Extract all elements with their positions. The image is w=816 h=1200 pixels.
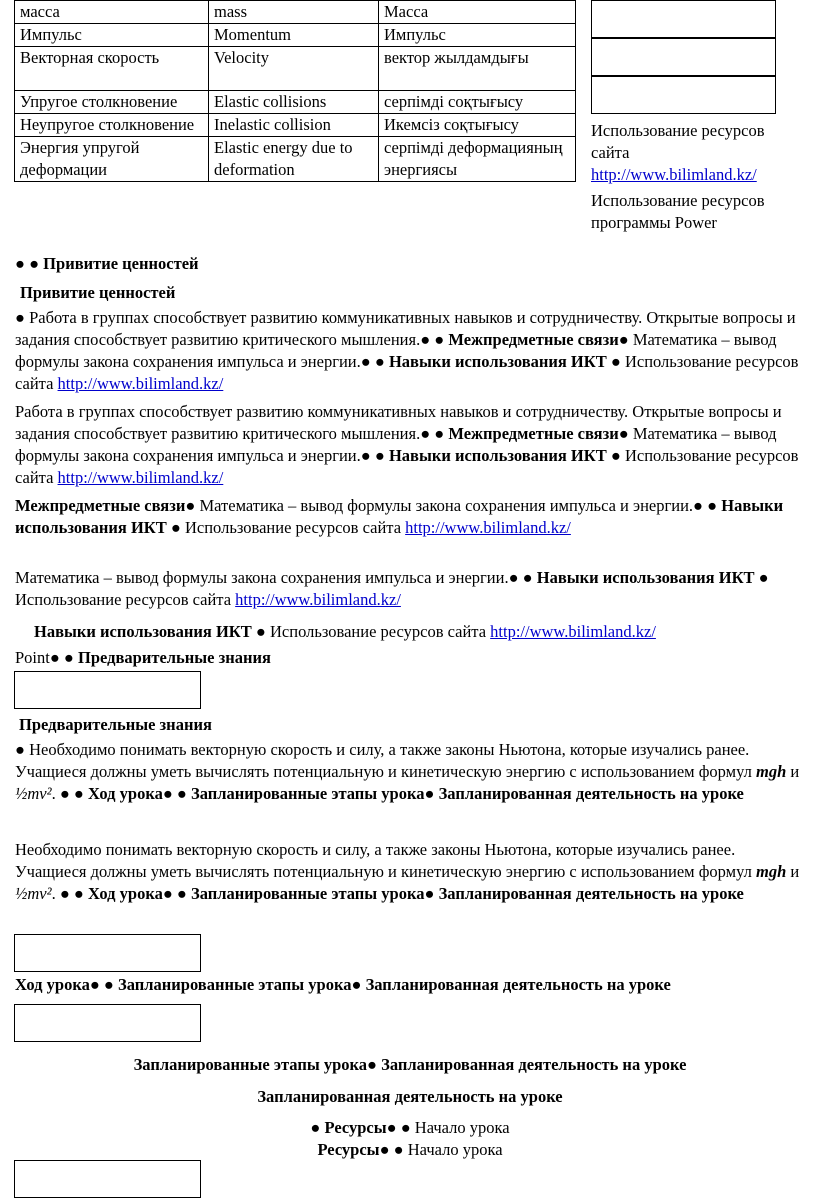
p3-ict: Навыки использования ИКТ [15,496,784,537]
resource-power-note: Использование ресурсов программы Power [591,191,765,232]
paragraph-1 [15,307,805,395]
paragraph-5 [34,621,816,643]
table-cell: Импульс [15,24,209,47]
table-cell: серпімді деформацияның энергиясы [379,137,576,182]
stages-line-text: Запланированные этапы урока● Запланированная деятельность на уроке [133,1055,687,1074]
p1-text: ● Работа в группах способствует развитию коммуникативных навыков и сотрудничеству. Открытые вопросы и задания способствует развитию критического мышления.● ● [15,308,796,349]
point-line [15,647,805,669]
paragraph-7 [15,839,805,905]
resource-box [591,38,776,76]
res1-start: ● ● Начало урока [386,1118,510,1137]
empty-box [14,671,201,709]
paragraph-2 [15,401,805,489]
prior-knowledge-label: Предварительные знания [78,648,271,667]
p4-resources: ● Использование ресурсов сайта [15,568,769,609]
p4-ict: Навыки использования ИКТ [536,568,755,587]
p7-bullets: ● ● [162,884,192,903]
table-cell: вектор жылдамдығы [379,47,576,91]
paragraph-4 [15,567,805,611]
values-heading-line [15,253,805,275]
resource-box [591,0,776,38]
p2-interdisciplinary: Межпредметные связи [448,424,619,443]
p2-resources: ● Использование ресурсов сайта [15,446,799,487]
p1-resources: ● Использование ресурсов сайта [15,352,799,393]
res2-start: ● ● Начало урока [379,1140,503,1159]
paragraph-6 [15,739,805,805]
p1-ict: Навыки использования ИКТ [388,352,607,371]
p6-bullet: ● [424,784,439,803]
p7-bullet: ● [424,884,439,903]
table-row [15,24,576,47]
formula-kinetic: ½mv² [15,884,52,903]
p7-and: и [786,862,800,881]
resource-site-note [591,120,806,186]
table-row [15,114,576,137]
formula-kinetic: ½mv² [15,784,52,803]
prior-knowledge-heading [19,714,809,736]
res1-bullet: ● [310,1118,325,1137]
p4-math: Математика – вывод формулы закона сохранения импульса и энергии.● ● [15,568,537,587]
table-row [15,137,576,182]
bilimland-link[interactable]: http://www.bilimland.kz/ [490,622,656,641]
p5-resources: ● Использование ресурсов сайта [251,622,491,641]
resources-line-1 [15,1117,805,1139]
values-heading-bold: ● ● Привитие ценностей [15,254,199,273]
p6-course: Ход урока [88,784,163,803]
table-cell: Векторная скорость [15,47,209,91]
bilimland-link[interactable]: http://www.bilimland.kz/ [405,518,571,537]
p6-stages: Запланированные этапы урока [191,784,425,803]
values-heading-text: Привитие ценностей [20,283,176,302]
p6-and: и [786,762,800,781]
table-cell: Масса [379,1,576,24]
p6-after: . ● ● [51,784,88,803]
p3-interdisciplinary: Межпредметные связи [15,496,186,515]
p7-activity: Запланированная деятельность на уроке [438,884,744,903]
p7-after: . ● ● [51,884,88,903]
p1-math: ● Математика – вывод формулы закона сохранения импульса и энергии.● ● [15,330,777,371]
empty-box [14,934,201,972]
formula-mgh: mgh [756,862,787,881]
empty-box [14,1004,201,1042]
table-cell: mass [209,1,379,24]
activity-line [15,1086,805,1108]
table-cell: Inelastic collision [209,114,379,137]
table-cell: Энергия упругой деформации [15,137,209,182]
values-heading [20,282,810,304]
point-text: Point● ● [15,648,79,667]
res1-label: Ресурсы [324,1118,387,1137]
res2-label: Ресурсы [317,1140,380,1159]
bilimland-link[interactable]: http://www.bilimland.kz/ [57,468,224,487]
p6-activity: Запланированная деятельность на уроке [438,784,744,803]
formula-mgh: mgh [756,762,787,781]
p7-stages: Запланированные этапы урока [191,884,425,903]
bilimland-link[interactable]: http://www.bilimland.kz/ [57,374,224,393]
course-line [15,974,805,996]
paragraph-3 [15,495,805,539]
p6-bullets: ● ● [162,784,192,803]
resources-line-2 [15,1139,805,1161]
course-line-text: Ход урока● ● Запланированные этапы урока● Запланированная деятельность на уроке [15,975,671,994]
empty-box [14,1160,201,1198]
table-cell: Velocity [209,47,379,91]
bilimland-link[interactable]: http://www.bilimland.kz/ [235,590,401,609]
vocabulary-table [14,0,576,182]
p7-text: Необходимо понимать векторную скорость и силу, а также законы Ньютона, которые изучались ранее. Учащиеся должны уметь вычислять потенциальную и кинетическую энергию с использованием формул [15,840,757,881]
table-cell: Икемсіз соқтығысу [379,114,576,137]
p5-ict: Навыки использования ИКТ [34,622,252,641]
table-cell: Упругое столкновение [15,91,209,114]
p2-math: ● Математика – вывод формулы закона сохранения импульса и энергии.● ● [15,424,777,465]
p2-text: Работа в группах способствует развитию коммуникативных навыков и сотрудничеству. Открытые вопросы и задания способствует развитию критического мышления.● ● [15,402,782,443]
table-cell: Импульс [379,24,576,47]
table-row [15,91,576,114]
prior-knowledge-text: Предварительные знания [19,715,212,734]
p6-text: ● Необходимо понимать векторную скорость и силу, а также законы Ньютона, которые изучались ранее. Учащиеся должны уметь вычислять потенциальную и кинетическую энергию с использованием формул [15,740,757,781]
resource-box [591,76,776,114]
table-cell: Momentum [209,24,379,47]
table-cell: Elastic collisions [209,91,379,114]
stages-line [15,1054,805,1076]
table-row [15,47,576,91]
p1-interdisciplinary: Межпредметные связи [448,330,619,349]
p2-ict: Навыки использования ИКТ [388,446,607,465]
table-row [15,1,576,24]
table-cell: масса [15,1,209,24]
p3-resources: ● Использование ресурсов сайта [166,518,406,537]
table-cell: серпімді соқтығысу [379,91,576,114]
table-cell: Неупругое столкновение [15,114,209,137]
table-cell: Elastic energy due to deformation [209,137,379,182]
p3-math: ● Математика – вывод формулы закона сохранения импульса и энергии.● ● [185,496,722,515]
p7-course: Ход урока [88,884,163,903]
activity-line-text: Запланированная деятельность на уроке [257,1087,563,1106]
resource-site-text: Использование ресурсов сайта [591,121,765,162]
bilimland-link[interactable]: http://www.bilimland.kz/ [591,165,757,184]
